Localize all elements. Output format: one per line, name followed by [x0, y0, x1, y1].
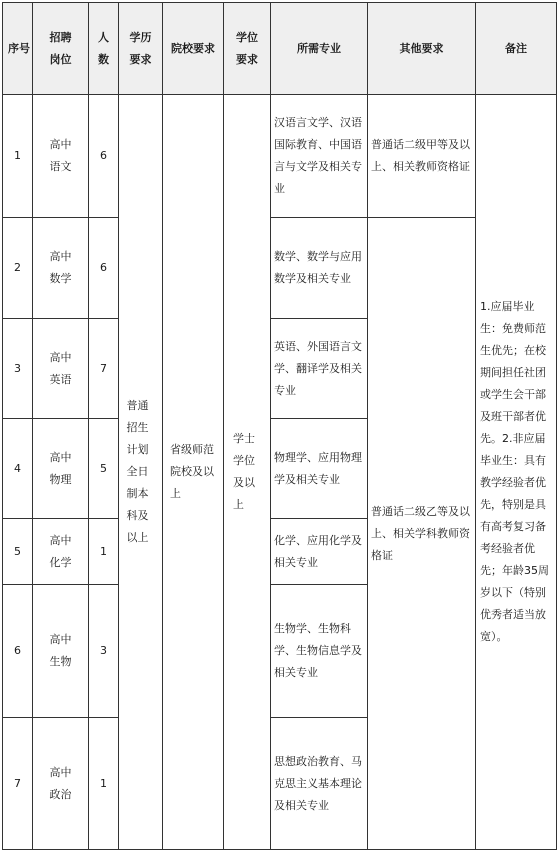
- row-major: 汉语言文学、汉语国际教育、中国语言与文学及相关专业: [271, 95, 368, 218]
- row-count: 1: [89, 519, 119, 585]
- row-position: 高中物理: [33, 419, 89, 519]
- row-seq: 3: [3, 319, 33, 419]
- row-seq: 5: [3, 519, 33, 585]
- header-seq: 序号: [3, 3, 33, 95]
- row-seq: 1: [3, 95, 33, 218]
- table-row: [3, 218, 557, 319]
- school-requirement: 省级师范院校及以上: [163, 95, 224, 850]
- header-count: 人数: [89, 3, 119, 95]
- other-requirement-rest: 普通话二级乙等及以上、相关学科教师资格证: [368, 218, 476, 850]
- header-degree: 学位要求: [224, 3, 271, 95]
- header-school: 院校要求: [163, 3, 224, 95]
- row-major: 生物学、生物科学、生物信息学及相关专业: [271, 585, 368, 718]
- row-count: 6: [89, 95, 119, 218]
- row-seq: 6: [3, 585, 33, 718]
- row-major: 英语、外国语言文学、翻译学及相关专业: [271, 319, 368, 419]
- row-position: 高中数学: [33, 218, 89, 319]
- degree-requirement: 学士学位及以上: [224, 95, 271, 850]
- recruitment-table: [2, 2, 557, 850]
- row-major: 思想政治教育、马克思主义基本理论及相关专业: [271, 718, 368, 850]
- row-position: 高中化学: [33, 519, 89, 585]
- other-requirement-first: 普通话二级甲等及以上、相关教师资格证: [368, 95, 476, 218]
- row-major: 化学、应用化学及相关专业: [271, 519, 368, 585]
- note-cell: 1.应届毕业生：免费师范生优先；在校期间担任社团或学生会干部及班干部者优先。2.非应届毕业生：具有教学经验者优先，特别是具有高考复习备考经验者优先；年龄35周岁以下（特别优秀者适当放宽）。: [476, 95, 557, 850]
- table-row: [3, 95, 557, 218]
- header-row: [3, 3, 557, 95]
- header-education: 学历要求: [119, 3, 163, 95]
- header-major: 所需专业: [271, 3, 368, 95]
- row-major: 物理学、应用物理学及相关专业: [271, 419, 368, 519]
- row-major: 数学、数学与应用数学及相关专业: [271, 218, 368, 319]
- row-position: 高中政治: [33, 718, 89, 850]
- row-seq: 2: [3, 218, 33, 319]
- row-position: 高中语文: [33, 95, 89, 218]
- row-count: 5: [89, 419, 119, 519]
- header-position: 招聘岗位: [33, 3, 89, 95]
- row-count: 3: [89, 585, 119, 718]
- row-position: 高中英语: [33, 319, 89, 419]
- header-other: 其他要求: [368, 3, 476, 95]
- row-count: 6: [89, 218, 119, 319]
- row-position: 高中生物: [33, 585, 89, 718]
- education-requirement: 普通招生计划全日制本科及以上: [119, 95, 163, 850]
- row-count: 1: [89, 718, 119, 850]
- header-note: 备注: [476, 3, 557, 95]
- row-seq: 4: [3, 419, 33, 519]
- row-seq: 7: [3, 718, 33, 850]
- row-count: 7: [89, 319, 119, 419]
